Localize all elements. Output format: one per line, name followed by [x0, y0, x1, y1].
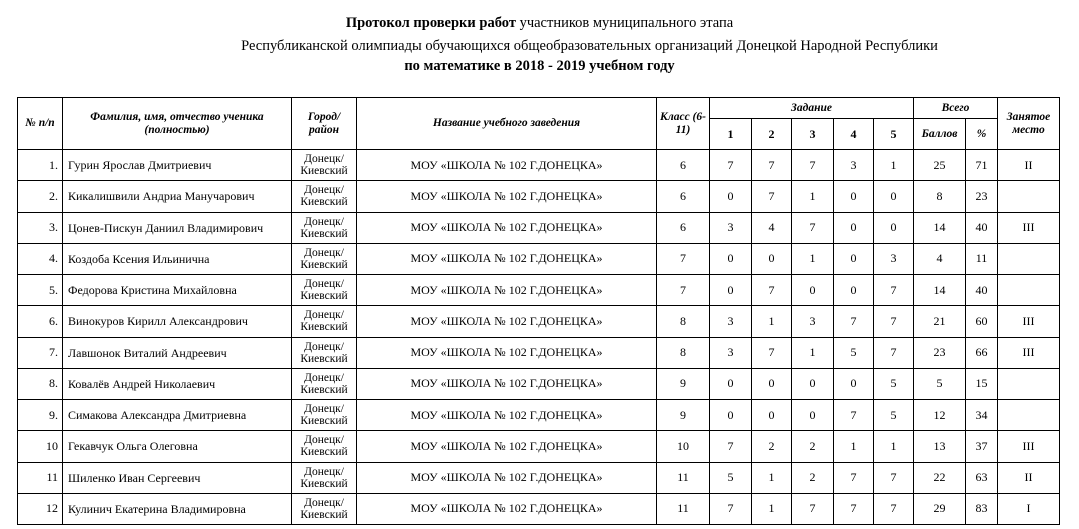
cell-city: Донецк/ Киевский [292, 275, 357, 306]
cell-points: 21 [914, 306, 966, 337]
cell-school: МОУ «ШКОЛА № 102 Г.ДОНЕЦКА» [357, 306, 657, 337]
cell-task-1: 0 [710, 275, 752, 306]
cell-place: III [998, 212, 1060, 243]
cell-task-4: 5 [834, 337, 874, 368]
col-header-tasks: Задание [710, 98, 914, 119]
table-row [18, 181, 1060, 212]
header-title-rest: участников муниципального этапа [515, 15, 734, 31]
col-header-task-3: 3 [792, 119, 834, 150]
cell-task-1: 7 [710, 431, 752, 462]
cell-percent: 63 [966, 462, 998, 493]
cell-task-2: 7 [752, 275, 792, 306]
cell-task-4: 0 [834, 275, 874, 306]
header-title-bold: Протокол проверки работ [345, 15, 516, 31]
cell-place [998, 400, 1060, 431]
cell-task-5: 7 [874, 462, 914, 493]
cell-class: 6 [657, 150, 710, 181]
cell-points: 5 [914, 368, 966, 399]
cell-class: 8 [657, 306, 710, 337]
cell-place [998, 181, 1060, 212]
header-subject-line: по математике в 2018 - 2019 учебном году [404, 58, 675, 74]
cell-num: 12 [18, 493, 63, 524]
cell-num: 1. [18, 150, 63, 181]
cell-city: Донецк/ Киевский [292, 462, 357, 493]
cell-school: МОУ «ШКОЛА № 102 Г.ДОНЕЦКА» [357, 400, 657, 431]
table-row [18, 306, 1060, 337]
cell-city: Донецк/ Киевский [292, 493, 357, 524]
cell-task-2: 0 [752, 368, 792, 399]
col-header-task-4: 4 [834, 119, 874, 150]
cell-city: Донецк/ Киевский [292, 431, 357, 462]
cell-task-5: 7 [874, 275, 914, 306]
cell-task-2: 2 [752, 431, 792, 462]
cell-task-3: 0 [792, 368, 834, 399]
cell-place [998, 368, 1060, 399]
cell-city: Донецк/ Киевский [292, 368, 357, 399]
cell-task-4: 1 [834, 431, 874, 462]
cell-task-1: 3 [710, 337, 752, 368]
cell-school: МОУ «ШКОЛА № 102 Г.ДОНЕЦКА» [357, 368, 657, 399]
cell-school: МОУ «ШКОЛА № 102 Г.ДОНЕЦКА» [357, 337, 657, 368]
cell-school: МОУ «ШКОЛА № 102 Г.ДОНЕЦКА» [357, 431, 657, 462]
cell-task-1: 7 [710, 493, 752, 524]
cell-points: 12 [914, 400, 966, 431]
cell-task-3: 1 [792, 337, 834, 368]
cell-task-5: 5 [874, 368, 914, 399]
cell-class: 9 [657, 400, 710, 431]
col-header-city: Город/ район [292, 98, 357, 150]
cell-task-4: 7 [834, 306, 874, 337]
cell-place: III [998, 306, 1060, 337]
table-row [18, 368, 1060, 399]
cell-class: 8 [657, 337, 710, 368]
header-olympiad-line: Республиканской олимпиады обучающихся общеобразовательных организаций Донецкой Народной Республики [241, 38, 938, 54]
cell-place: III [998, 337, 1060, 368]
cell-num: 7. [18, 337, 63, 368]
cell-percent: 37 [966, 431, 998, 462]
cell-task-4: 7 [834, 493, 874, 524]
cell-class: 9 [657, 368, 710, 399]
cell-task-2: 1 [752, 306, 792, 337]
cell-task-1: 3 [710, 212, 752, 243]
cell-points: 22 [914, 462, 966, 493]
cell-class: 7 [657, 275, 710, 306]
cell-num: 9. [18, 400, 63, 431]
cell-percent: 11 [966, 243, 998, 274]
col-header-task-2: 2 [752, 119, 792, 150]
cell-student-name: Кикалишвили Андриа Манучарович [63, 181, 292, 212]
col-header-school: Название учебного заведения [357, 98, 657, 150]
cell-student-name: Винокуров Кирилл Александрович [63, 306, 292, 337]
cell-school: МОУ «ШКОЛА № 102 Г.ДОНЕЦКА» [357, 150, 657, 181]
cell-city: Донецк/ Киевский [292, 243, 357, 274]
cell-task-4: 0 [834, 181, 874, 212]
cell-class: 6 [657, 212, 710, 243]
cell-task-5: 7 [874, 337, 914, 368]
cell-school: МОУ «ШКОЛА № 102 Г.ДОНЕЦКА» [357, 493, 657, 524]
cell-task-1: 3 [710, 306, 752, 337]
cell-class: 11 [657, 462, 710, 493]
cell-class: 10 [657, 431, 710, 462]
cell-student-name: Ковалёв Андрей Николаевич [63, 368, 292, 399]
cell-student-name: Лавшонок Виталий Андреевич [63, 337, 292, 368]
table-row [18, 150, 1060, 181]
cell-task-3: 1 [792, 243, 834, 274]
table-row [18, 431, 1060, 462]
col-header-class: Класс (6-11) [657, 98, 710, 150]
cell-percent: 71 [966, 150, 998, 181]
cell-task-2: 7 [752, 150, 792, 181]
cell-task-4: 3 [834, 150, 874, 181]
table-row [18, 212, 1060, 243]
cell-student-name: Цонев-Пискун Даниил Владимирович [63, 212, 292, 243]
cell-task-3: 0 [792, 275, 834, 306]
cell-place: III [998, 431, 1060, 462]
cell-task-1: 5 [710, 462, 752, 493]
cell-task-3: 2 [792, 462, 834, 493]
cell-points: 14 [914, 275, 966, 306]
col-header-total: Всего [914, 98, 998, 119]
col-header-num: № п/п [18, 98, 63, 150]
table-row [18, 337, 1060, 368]
cell-task-3: 1 [792, 181, 834, 212]
cell-task-5: 0 [874, 212, 914, 243]
cell-student-name: Гекавчук Ольга Олеговна [63, 431, 292, 462]
table-row [18, 493, 1060, 524]
cell-task-3: 7 [792, 493, 834, 524]
cell-school: МОУ «ШКОЛА № 102 Г.ДОНЕЦКА» [357, 181, 657, 212]
cell-task-1: 0 [710, 400, 752, 431]
cell-class: 6 [657, 181, 710, 212]
cell-school: МОУ «ШКОЛА № 102 Г.ДОНЕЦКА» [357, 212, 657, 243]
cell-student-name: Гурин Ярослав Дмитриевич [63, 150, 292, 181]
cell-task-5: 7 [874, 306, 914, 337]
cell-place: I [998, 493, 1060, 524]
cell-place [998, 275, 1060, 306]
cell-task-1: 0 [710, 181, 752, 212]
cell-points: 29 [914, 493, 966, 524]
cell-task-4: 0 [834, 212, 874, 243]
cell-city: Донецк/ Киевский [292, 181, 357, 212]
cell-school: МОУ «ШКОЛА № 102 Г.ДОНЕЦКА» [357, 243, 657, 274]
table-row [18, 462, 1060, 493]
cell-school: МОУ «ШКОЛА № 102 Г.ДОНЕЦКА» [357, 275, 657, 306]
cell-task-2: 1 [752, 462, 792, 493]
cell-place: II [998, 150, 1060, 181]
cell-task-3: 7 [792, 150, 834, 181]
cell-num: 6. [18, 306, 63, 337]
cell-points: 14 [914, 212, 966, 243]
col-header-place: Занятое место [998, 98, 1060, 150]
cell-percent: 83 [966, 493, 998, 524]
cell-percent: 66 [966, 337, 998, 368]
cell-task-1: 7 [710, 150, 752, 181]
col-header-task-1: 1 [710, 119, 752, 150]
col-header-percent: % [966, 119, 998, 150]
cell-task-5: 0 [874, 181, 914, 212]
cell-num: 2. [18, 181, 63, 212]
cell-place: II [998, 462, 1060, 493]
cell-task-2: 0 [752, 243, 792, 274]
cell-task-1: 0 [710, 368, 752, 399]
cell-task-5: 5 [874, 400, 914, 431]
cell-num: 5. [18, 275, 63, 306]
cell-place [998, 243, 1060, 274]
cell-num: 4. [18, 243, 63, 274]
cell-task-3: 2 [792, 431, 834, 462]
cell-city: Донецк/ Киевский [292, 337, 357, 368]
cell-num: 10 [18, 431, 63, 462]
table-row [18, 275, 1060, 306]
cell-percent: 23 [966, 181, 998, 212]
cell-percent: 15 [966, 368, 998, 399]
cell-task-5: 1 [874, 431, 914, 462]
cell-student-name: Симакова Александра Дмитриевна [63, 400, 292, 431]
cell-task-4: 7 [834, 462, 874, 493]
header-title-line [0, 14, 1079, 32]
cell-task-3: 0 [792, 400, 834, 431]
cell-student-name: Шиленко Иван Сергеевич [63, 462, 292, 493]
cell-points: 13 [914, 431, 966, 462]
cell-city: Донецк/ Киевский [292, 400, 357, 431]
cell-percent: 60 [966, 306, 998, 337]
table-row [18, 243, 1060, 274]
cell-task-2: 0 [752, 400, 792, 431]
cell-task-3: 3 [792, 306, 834, 337]
cell-student-name: Коздоба Ксения Ильинична [63, 243, 292, 274]
cell-task-2: 1 [752, 493, 792, 524]
cell-student-name: Кулинич Екатерина Владимировна [63, 493, 292, 524]
cell-city: Донецк/ Киевский [292, 150, 357, 181]
cell-task-4: 0 [834, 243, 874, 274]
col-header-points: Баллов [914, 119, 966, 150]
cell-task-5: 1 [874, 150, 914, 181]
results-table [17, 97, 1060, 525]
cell-task-1: 0 [710, 243, 752, 274]
results-table-body [18, 150, 1060, 525]
cell-task-5: 3 [874, 243, 914, 274]
cell-percent: 40 [966, 275, 998, 306]
cell-points: 4 [914, 243, 966, 274]
cell-percent: 34 [966, 400, 998, 431]
cell-points: 25 [914, 150, 966, 181]
cell-class: 11 [657, 493, 710, 524]
cell-city: Донецк/ Киевский [292, 306, 357, 337]
cell-task-2: 4 [752, 212, 792, 243]
cell-points: 23 [914, 337, 966, 368]
cell-task-4: 7 [834, 400, 874, 431]
cell-task-4: 0 [834, 368, 874, 399]
cell-task-2: 7 [752, 181, 792, 212]
cell-task-3: 7 [792, 212, 834, 243]
cell-task-5: 7 [874, 493, 914, 524]
cell-class: 7 [657, 243, 710, 274]
cell-percent: 40 [966, 212, 998, 243]
cell-student-name: Федорова Кристина Михайловна [63, 275, 292, 306]
col-header-task-5: 5 [874, 119, 914, 150]
cell-points: 8 [914, 181, 966, 212]
col-header-name: Фамилия, имя, отчество ученика (полностью) [63, 98, 292, 150]
table-row [18, 400, 1060, 431]
cell-task-2: 7 [752, 337, 792, 368]
cell-school: МОУ «ШКОЛА № 102 Г.ДОНЕЦКА» [357, 462, 657, 493]
cell-num: 3. [18, 212, 63, 243]
cell-num: 8. [18, 368, 63, 399]
cell-num: 11 [18, 462, 63, 493]
cell-city: Донецк/ Киевский [292, 212, 357, 243]
